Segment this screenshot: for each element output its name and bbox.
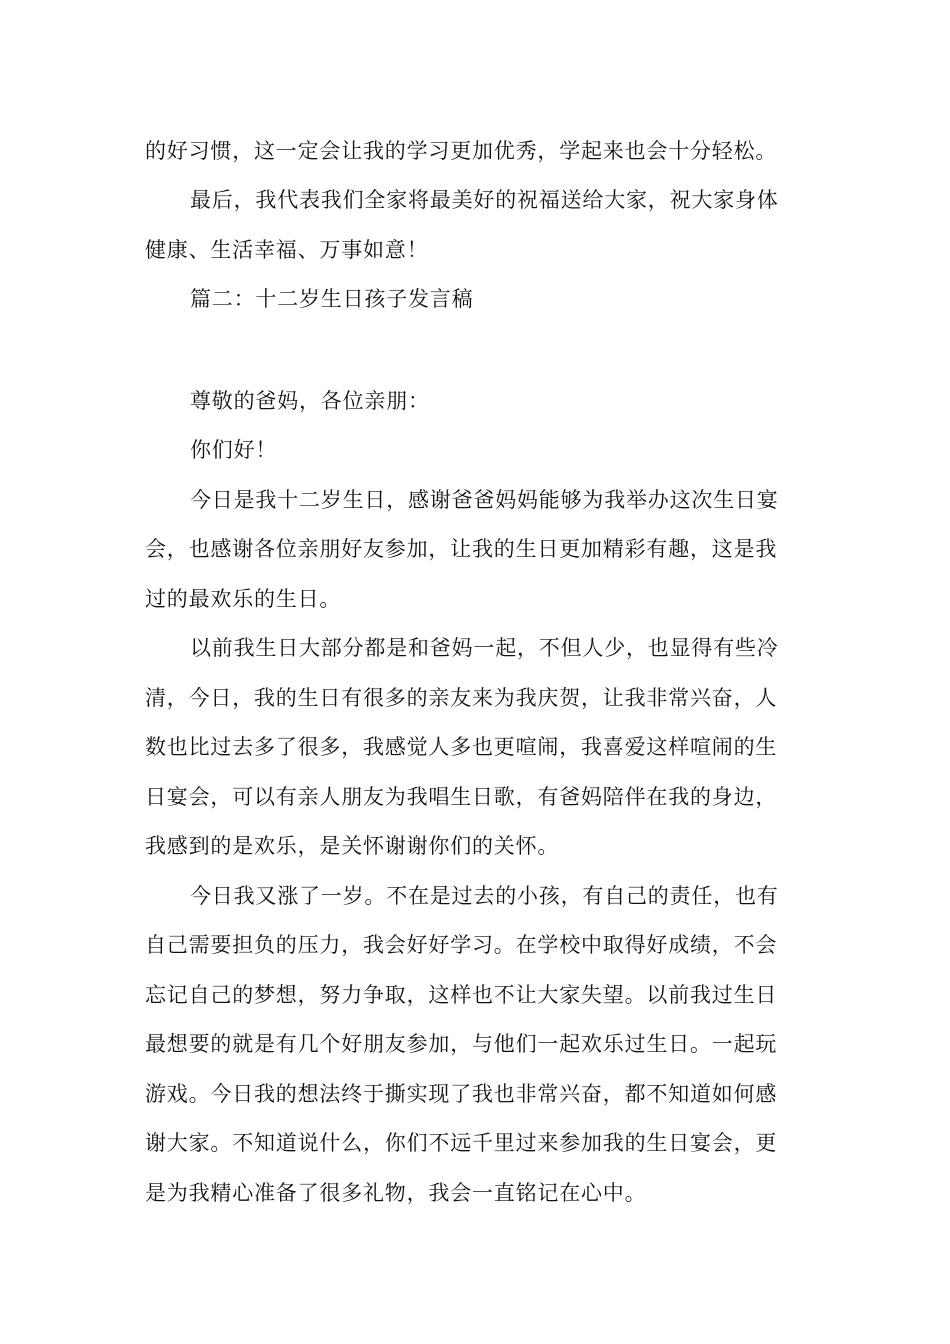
paragraph-line: 今日我又涨了一岁。不在是过去的小孩，有自己的责任，也有 xyxy=(190,884,779,908)
paragraph-line: 过的最欢乐的生日。 xyxy=(145,587,342,611)
paragraph-line: 自己需要担负的压力，我会好好学习。在学校中取得好成绩，不会 xyxy=(145,933,778,957)
paragraph-line: 数也比过去多了很多，我感觉人多也更喧闹，我喜爱这样喧闹的生 xyxy=(145,735,778,759)
paragraph-line: 谢大家。不知道说什么，你们不远千里过来参加我的生日宴会，更 xyxy=(145,1131,778,1155)
greeting: 你们好！ xyxy=(190,438,278,462)
paragraph-line: 最后，我代表我们全家将最美好的祝福送给大家，祝大家身体 xyxy=(190,188,779,212)
paragraph-line: 忘记自己的梦想，努力争取，这样也不让大家失望。以前我过生日 xyxy=(145,983,778,1007)
paragraph-line: 游戏。今日我的想法终于撕实现了我也非常兴奋，都不知道如何感 xyxy=(145,1082,778,1106)
paragraph-line: 健康、生活幸福、万事如意！ xyxy=(145,238,429,262)
paragraph-line: 日宴会，可以有亲人朋友为我唱生日歌，有爸妈陪伴在我的身边， xyxy=(145,785,778,809)
paragraph-line: 我感到的是欢乐，是关怀谢谢你们的关怀。 xyxy=(145,834,560,858)
paragraph-line: 是为我精心准备了很多礼物，我会一直铭记在心中。 xyxy=(145,1181,647,1205)
salutation: 尊敬的爸妈，各位亲朋： xyxy=(190,389,430,413)
paragraph-line: 最想要的就是有几个好朋友参加，与他们一起欢乐过生日。一起玩 xyxy=(145,1032,778,1056)
section-heading: 篇二：十二岁生日孩子发言稿 xyxy=(190,287,474,311)
paragraph-line: 清，今日，我的生日有很多的亲友来为我庆贺，让我非常兴奋，人 xyxy=(145,686,778,710)
paragraph-line: 今日是我十二岁生日，感谢爸爸妈妈能够为我举办这次生日宴 xyxy=(190,488,779,512)
paragraph-line: 会，也感谢各位亲朋好友参加，让我的生日更加精彩有趣，这是我 xyxy=(145,537,778,561)
paragraph-line: 以前我生日大部分都是和爸妈一起，不但人少，也显得有些冷 xyxy=(190,636,779,660)
paragraph-line: 的好习惯，这一定会让我的学习更加优秀，学起来也会十分轻松。 xyxy=(145,139,778,163)
